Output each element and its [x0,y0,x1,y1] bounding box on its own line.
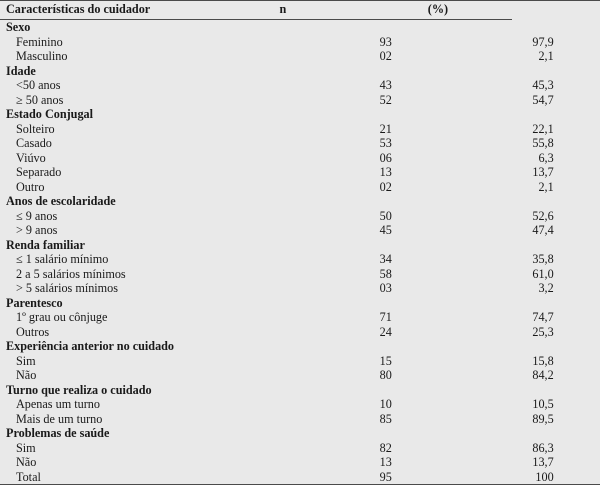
row-n-value: 10 [379,397,392,411]
table-row [0,49,600,64]
row-percent-value: 2,1 [538,49,554,63]
column-spacer [554,455,600,470]
row-label: Feminino [16,34,63,49]
table-row [0,136,600,151]
row-percent-value: 15,8 [532,353,554,368]
row-n-value: 95 [236,470,392,485]
table-row [0,93,600,108]
section-header-row [0,64,600,79]
row-n-value: 13 [379,455,392,469]
row-n-value: 58 [379,266,392,281]
row-percent-value: 61,0 [532,266,554,281]
table-row [0,151,600,166]
section-header-row [0,296,600,311]
header-row [0,0,600,20]
row-label: Separado [16,165,62,179]
column-spacer [392,35,513,50]
table-row [0,310,600,325]
row-n-value: 53 [379,136,392,150]
section-title: Anos de escolaridade [6,194,116,208]
section-title: Turno que realiza o cuidado [6,382,152,397]
column-spacer [392,78,513,93]
column-spacer [554,267,600,282]
row-n-value: 71 [379,310,392,324]
row-n-value: 85 [379,411,392,426]
column-spacer [392,281,513,296]
row-percent-value: 55,8 [532,136,554,150]
row-n-value: 02 [379,49,392,63]
row-percent-value: 54,7 [532,92,554,107]
row-label: Mais de um turno [16,411,103,426]
row-n-value: 24 [379,324,392,339]
table-row [0,180,600,195]
header-n: n [236,0,392,20]
column-spacer [392,325,513,340]
row-label: 2 a 5 salários mínimos [16,266,126,281]
column-spacer [392,441,513,456]
top-rule [0,0,600,1]
table-row [0,441,600,456]
table-row [0,267,600,282]
row-percent-value: 3,2 [538,281,554,295]
row-label: <50 anos [16,78,61,92]
section-title: Sexo [6,20,31,34]
column-spacer [554,93,600,108]
section-header-row [0,383,600,398]
row-percent-value: 47,4 [532,223,554,237]
column-spacer [392,49,513,64]
column-spacer [554,368,600,383]
column-spacer [392,368,513,383]
section-header-row [0,194,600,209]
row-percent-value: 97,9 [532,34,554,49]
row-label: ≤ 9 anos [16,208,58,223]
column-spacer [392,136,513,151]
row-percent-value: 13,7 [532,455,554,469]
column-spacer [554,136,600,151]
row-percent-value: 35,8 [532,252,554,266]
column-spacer [392,470,513,485]
table-row [0,354,600,369]
table-row [0,165,600,180]
row-n-value: 43 [379,78,392,92]
column-spacer [554,35,600,50]
row-n-value: 82 [379,440,392,455]
table-body [0,20,600,485]
row-percent-value: 86,3 [532,440,554,455]
table-row [0,122,600,137]
column-spacer [392,412,513,427]
table-row [0,368,600,383]
table-header [0,0,600,20]
row-label: Não [16,368,37,382]
header-characteristics: Características do cuidador [0,0,236,20]
column-spacer [554,252,600,267]
table-row [0,325,600,340]
column-spacer [554,325,600,340]
column-spacer [392,455,513,470]
row-percent-value: 74,7 [532,310,554,324]
row-label: Casado [16,136,52,150]
row-n-value: 02 [379,179,392,194]
column-spacer [554,151,600,166]
row-label: Masculino [16,49,68,63]
row-label: > 5 salários mínimos [16,281,118,295]
column-spacer [392,310,513,325]
column-spacer [392,397,513,412]
section-title: Parentesco [6,295,63,310]
table-row [0,412,600,427]
row-label: Outro [16,179,45,194]
row-label: Não [16,455,37,469]
column-spacer [392,354,513,369]
row-label: Viúvo [16,150,46,165]
section-title: Idade [6,63,36,78]
row-n-value: 93 [379,34,392,49]
row-label: > 9 anos [16,223,58,237]
row-label: Solteiro [16,121,55,136]
section-title: Experiência anterior no cuidado [6,339,175,353]
section-header-row [0,20,600,35]
table-row [0,281,600,296]
row-label: ≥ 50 anos [16,92,64,107]
row-percent-value: 13,7 [532,165,554,179]
row-n-value: 50 [379,208,392,223]
column-spacer [554,412,600,427]
column-spacer [554,49,600,64]
column-spacer [554,165,600,180]
column-spacer [554,354,600,369]
row-n-value: 52 [379,92,392,107]
table-row [0,455,600,470]
row-percent-value: 52,6 [532,208,554,223]
column-spacer [392,267,513,282]
section-header-row [0,238,600,253]
section-title: Problemas de saúde [6,426,110,440]
row-n-value: 34 [379,252,392,266]
section-title: Estado Conjugal [6,107,94,121]
row-n-value: 21 [379,121,392,136]
row-label: Sim [16,440,36,455]
column-spacer [392,180,513,195]
table-row [0,397,600,412]
row-n-value: 13 [379,165,392,179]
row-n-value: 06 [379,150,392,165]
column-spacer [554,310,600,325]
row-percent-value: 45,3 [532,78,554,92]
column-spacer [554,441,600,456]
table-row [0,252,600,267]
column-spacer [554,397,600,412]
row-percent-value: 100 [512,470,553,485]
row-percent-value: 6,3 [538,150,554,165]
row-percent-value: 89,5 [532,411,554,426]
column-spacer [554,78,600,93]
table-row [0,78,600,93]
table-row [0,35,600,50]
row-percent-value: 25,3 [532,324,554,339]
column-spacer [392,122,513,137]
row-label: 1º grau ou cônjuge [16,310,108,324]
row-label: ≤ 1 salário mínimo [16,252,109,266]
column-spacer [554,180,600,195]
row-percent-value: 10,5 [532,397,554,411]
row-n-value: 15 [379,353,392,368]
table-row [0,223,600,238]
column-spacer [392,93,513,108]
row-label: Sim [16,353,36,368]
table-row [0,470,600,485]
column-spacer [554,223,600,238]
section-header-row [0,426,600,441]
column-spacer [554,281,600,296]
row-percent-value: 22,1 [532,121,554,136]
table-row [0,209,600,224]
row-n-value: 80 [379,368,392,382]
section-header-row [0,339,600,354]
column-spacer [554,122,600,137]
column-spacer [392,252,513,267]
row-n-value: 45 [379,223,392,237]
column-spacer [554,209,600,224]
row-label: Apenas um turno [16,397,100,411]
column-spacer [554,470,600,485]
column-spacer [392,223,513,238]
row-label: Outros [16,324,50,339]
row-percent-value: 84,2 [532,368,554,382]
column-spacer [392,209,513,224]
header-percent: (%) [392,0,513,20]
column-spacer [392,151,513,166]
row-label: Total [0,470,236,485]
row-percent-value: 2,1 [538,179,554,194]
section-title: Renda familiar [6,237,85,252]
column-spacer [392,165,513,180]
section-header-row [0,107,600,122]
row-n-value: 03 [379,281,392,295]
